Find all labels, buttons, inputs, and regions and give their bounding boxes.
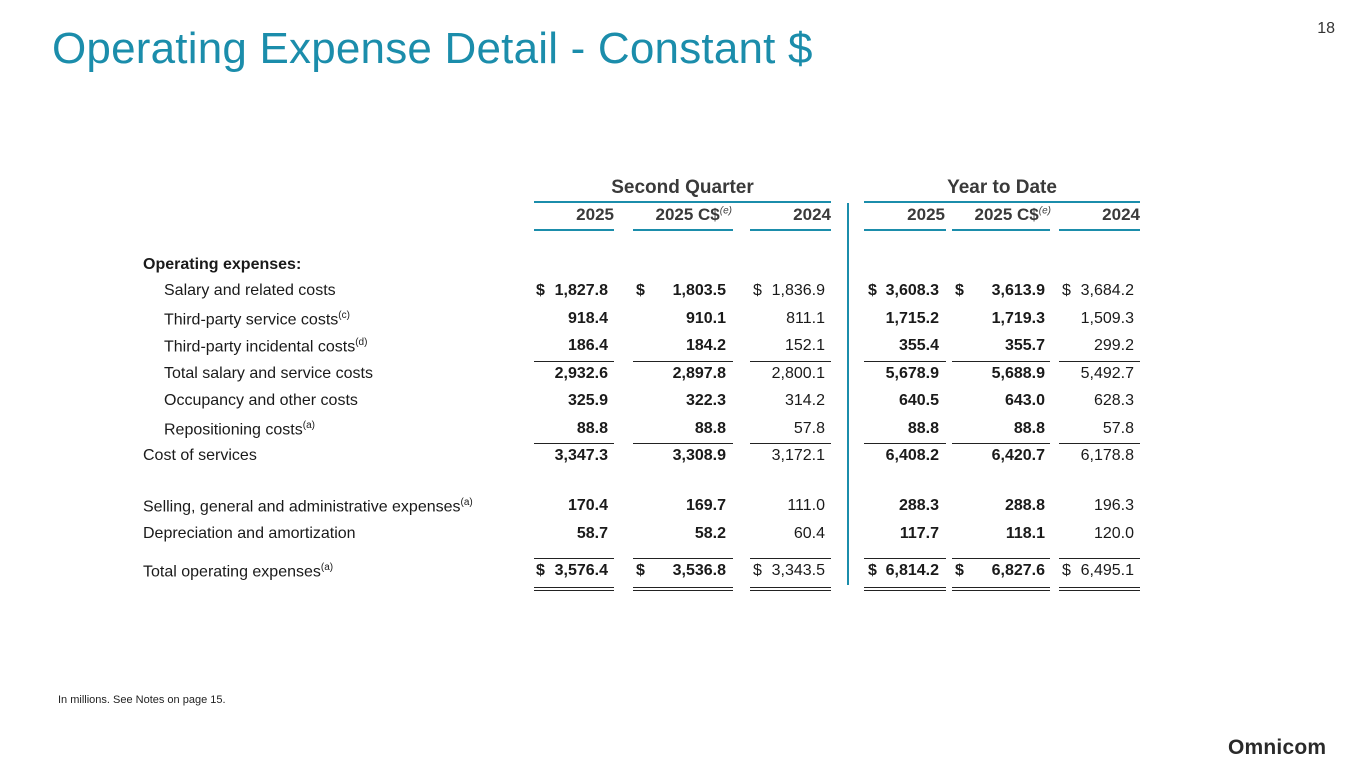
- row-label: [164, 310, 350, 329]
- column-year: 2025: [576, 205, 614, 224]
- currency-symbol: $: [955, 562, 964, 579]
- cell-value: 5,492.7: [1080, 365, 1134, 382]
- column-header: [1059, 205, 1140, 225]
- cell-value: 88.8: [694, 420, 726, 437]
- cell-value: 355.4: [898, 337, 939, 354]
- row-label-text: Cost of services: [143, 447, 257, 464]
- cell-value: 288.3: [898, 497, 939, 514]
- cell-value: 1,715.2: [885, 310, 939, 327]
- group-underline: [534, 201, 831, 203]
- subtotal-rule: [633, 443, 733, 444]
- subtotal-rule: [750, 443, 831, 444]
- currency-symbol: $: [636, 562, 645, 579]
- row-label: [143, 562, 333, 581]
- cell-value: 3,308.9: [672, 447, 726, 464]
- total-double-rule: [750, 587, 831, 588]
- column-underline: [534, 229, 614, 231]
- cell-value: 6,178.8: [1080, 447, 1134, 464]
- currency-symbol: $: [753, 282, 762, 299]
- cell-value: 6,814.2: [885, 562, 939, 579]
- group-header: Second Quarter: [611, 177, 754, 198]
- row-label-text: Repositioning costs: [164, 421, 303, 439]
- footnote-marker: (c): [338, 310, 350, 321]
- subtotal-rule: [534, 361, 614, 362]
- subtotal-rule: [1059, 558, 1140, 559]
- footnote-marker: (e): [719, 205, 732, 217]
- cell-value: 58.2: [694, 525, 726, 542]
- cell-value: 120.0: [1093, 525, 1134, 542]
- footnote: In millions. See Notes on page 15.: [58, 694, 226, 706]
- currency-symbol: $: [868, 562, 877, 579]
- subtotal-rule: [633, 361, 733, 362]
- cell-value: 355.7: [1004, 337, 1045, 354]
- subtotal-rule: [750, 361, 831, 362]
- subtotal-rule: [633, 558, 733, 559]
- cell-value: 643.0: [1004, 392, 1045, 409]
- currency-symbol: $: [1062, 562, 1071, 579]
- subtotal-rule: [864, 558, 946, 559]
- currency-symbol: $: [1062, 282, 1071, 299]
- total-double-rule: [952, 587, 1050, 588]
- footnote-marker: (a): [302, 420, 315, 431]
- cell-value: 5,688.9: [991, 365, 1045, 382]
- column-year: 2025 C$: [974, 205, 1039, 224]
- column-underline: [864, 229, 946, 231]
- cell-value: 88.8: [1013, 420, 1045, 437]
- cell-value: 2,800.1: [771, 365, 825, 382]
- subtotal-rule: [750, 558, 831, 559]
- cell-value: 314.2: [784, 392, 825, 409]
- total-double-rule: [633, 590, 733, 591]
- currency-symbol: $: [753, 562, 762, 579]
- row-label: [143, 447, 257, 465]
- cell-value: 1,509.3: [1080, 310, 1134, 327]
- cell-value: 3,576.4: [554, 562, 608, 579]
- subtotal-rule: [952, 443, 1050, 444]
- row-label: [164, 365, 373, 383]
- row-label-text: Third-party service costs: [164, 311, 339, 329]
- page-number: 18: [1317, 20, 1335, 37]
- row-label-text: Total operating expenses: [143, 563, 321, 581]
- column-underline: [1059, 229, 1140, 231]
- cell-value: 6,408.2: [885, 447, 939, 464]
- cell-value: 3,536.8: [672, 562, 726, 579]
- currency-symbol: $: [955, 282, 964, 299]
- cell-value: 3,343.5: [771, 562, 825, 579]
- subtotal-rule: [1059, 443, 1140, 444]
- cell-value: 196.3: [1093, 497, 1134, 514]
- cell-value: 6,827.6: [991, 562, 1045, 579]
- cell-value: 57.8: [793, 420, 825, 437]
- cell-value: 3,613.9: [991, 282, 1045, 299]
- subtotal-rule: [952, 361, 1050, 362]
- cell-value: 1,803.5: [672, 282, 726, 299]
- column-underline: [952, 229, 1050, 231]
- page-title: Operating Expense Detail - Constant $: [52, 24, 813, 73]
- total-double-rule: [952, 590, 1050, 591]
- group-header: Year to Date: [947, 177, 1057, 198]
- column-year: 2025 C$: [655, 205, 720, 224]
- cell-value: 184.2: [685, 337, 726, 354]
- cell-value: 88.8: [907, 420, 939, 437]
- footnote-marker: (a): [320, 562, 334, 573]
- cell-value: 170.4: [567, 497, 608, 514]
- row-label-text: Total salary and service costs: [164, 365, 373, 382]
- cell-value: 6,420.7: [991, 447, 1045, 464]
- cell-value: 169.7: [685, 497, 726, 514]
- total-double-rule: [633, 587, 733, 588]
- cell-value: 1,836.9: [771, 282, 825, 299]
- column-year: 2024: [1102, 205, 1140, 224]
- row-label: [143, 525, 356, 543]
- total-double-rule: [864, 587, 946, 588]
- row-label-text: Selling, general and administrative expenses: [143, 498, 461, 516]
- cell-value: 88.8: [576, 420, 608, 437]
- cell-value: 910.1: [685, 310, 726, 327]
- row-label-text: Salary and related costs: [164, 282, 336, 299]
- cell-value: 111.0: [787, 497, 825, 514]
- subtotal-rule: [534, 443, 614, 444]
- section-header: Operating expenses:: [143, 256, 302, 273]
- total-double-rule: [534, 587, 614, 588]
- cell-value: 58.7: [576, 525, 608, 542]
- cell-value: 322.3: [685, 392, 726, 409]
- cell-value: 6,495.1: [1080, 562, 1134, 579]
- cell-value: 1,827.8: [554, 282, 608, 299]
- footnote-marker: (d): [355, 337, 368, 348]
- row-label: [164, 392, 358, 410]
- cell-value: 3,172.1: [771, 447, 825, 464]
- subtotal-rule: [534, 558, 614, 559]
- total-double-rule: [1059, 587, 1140, 588]
- cell-value: 3,608.3: [885, 282, 939, 299]
- company-logo: Omnicom: [1228, 736, 1327, 759]
- cell-value: 811.1: [786, 310, 825, 327]
- cell-value: 628.3: [1093, 392, 1134, 409]
- cell-value: 118.1: [1005, 525, 1045, 542]
- total-double-rule: [534, 590, 614, 591]
- subtotal-rule: [864, 443, 946, 444]
- row-label: [164, 337, 367, 356]
- currency-symbol: $: [636, 282, 645, 299]
- cell-value: 2,897.8: [672, 365, 726, 382]
- row-label-text: Depreciation and amortization: [143, 525, 356, 542]
- column-header: [864, 205, 945, 225]
- footnote-marker: (e): [1038, 205, 1051, 217]
- subtotal-rule: [864, 361, 946, 362]
- currency-symbol: $: [536, 282, 545, 299]
- cell-value: 1,719.3: [991, 310, 1045, 327]
- cell-value: 325.9: [567, 392, 608, 409]
- row-label: [164, 420, 315, 439]
- group-underline: [864, 201, 1140, 203]
- row-label-text: Occupancy and other costs: [164, 392, 358, 409]
- column-header: [534, 205, 614, 225]
- column-year: 2025: [907, 205, 945, 224]
- cell-value: 3,347.3: [554, 447, 608, 464]
- cell-value: 57.8: [1102, 420, 1134, 437]
- total-double-rule: [750, 590, 831, 591]
- footnote-marker: (a): [460, 497, 473, 508]
- currency-symbol: $: [536, 562, 545, 579]
- currency-symbol: $: [868, 282, 877, 299]
- cell-value: 117.7: [899, 525, 939, 542]
- cell-value: 152.1: [784, 337, 825, 354]
- column-year: 2024: [793, 205, 831, 224]
- cell-value: 5,678.9: [885, 365, 939, 382]
- total-double-rule: [864, 590, 946, 591]
- row-label: [143, 497, 473, 516]
- cell-value: 2,932.6: [554, 365, 608, 382]
- row-label-text: Third-party incidental costs: [164, 338, 356, 356]
- cell-value: 3,684.2: [1080, 282, 1134, 299]
- column-underline: [633, 229, 733, 231]
- total-double-rule: [1059, 590, 1140, 591]
- cell-value: 640.5: [898, 392, 939, 409]
- subtotal-rule: [1059, 361, 1140, 362]
- column-header: [633, 205, 732, 225]
- column-header: [750, 205, 831, 225]
- column-header: [952, 205, 1051, 225]
- cell-value: 186.4: [567, 337, 608, 354]
- cell-value: 299.2: [1093, 337, 1134, 354]
- row-label: [164, 282, 336, 300]
- cell-value: 60.4: [793, 525, 825, 542]
- subtotal-rule: [952, 558, 1050, 559]
- cell-value: 918.4: [567, 310, 608, 327]
- column-underline: [750, 229, 831, 231]
- cell-value: 288.8: [1004, 497, 1045, 514]
